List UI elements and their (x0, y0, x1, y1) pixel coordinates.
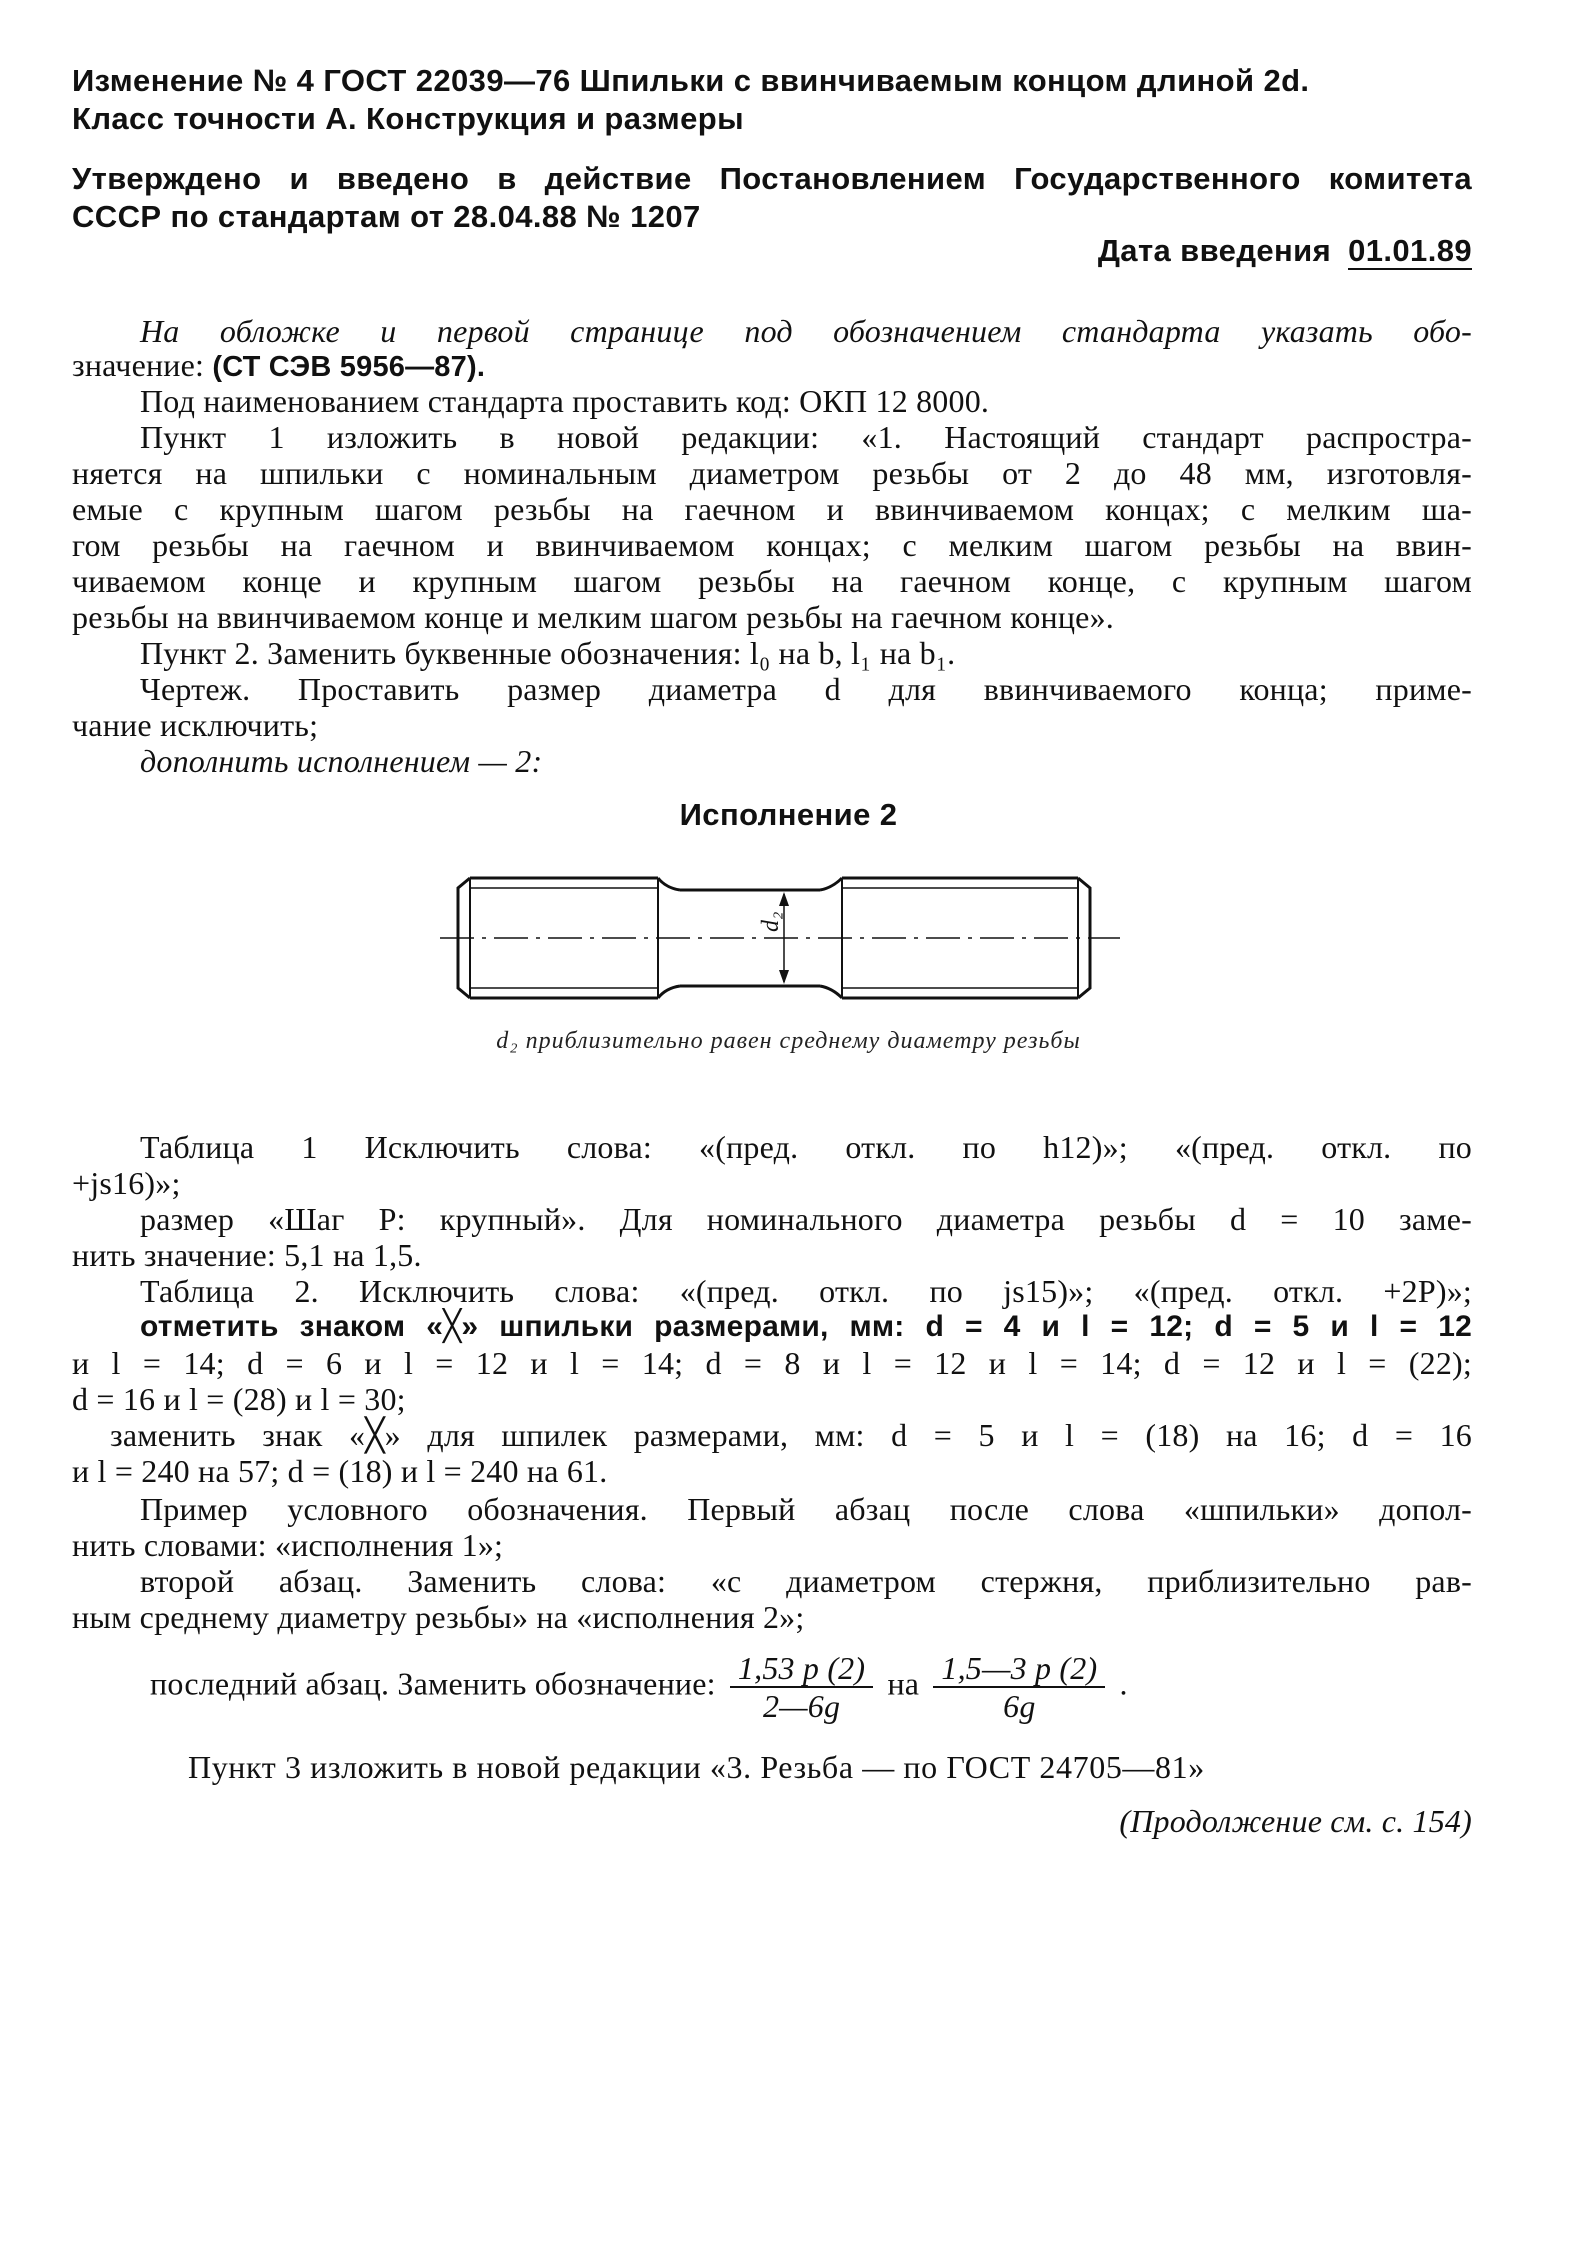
table2-line-1: Таблица 2. Исключить слова: «(пред. откл. по js15)»; «(пред. откл. +2P)»; (140, 1273, 1472, 1309)
continuation-note: (Продолжение см. с. 154) (1119, 1803, 1472, 1839)
para-2: Под наименованием стандарта проставить код: ОКП 12 8000. (140, 383, 990, 419)
fraction-old (730, 1650, 873, 1724)
left-transition-top (658, 878, 680, 890)
para-3-line-4: гом резьбы на гаечном и ввинчиваемом концах; с мелким шагом резьбы на ввин- (72, 527, 1472, 563)
effective-date-label: Дата введения (1097, 233, 1332, 268)
fraction-new-denominator: 6g (1003, 1688, 1036, 1724)
fraction-old-denominator: 2—6g (762, 1688, 841, 1724)
example-line-1: Пример условного обозначения. Первый абзац после слова «шпильки» допол- (140, 1491, 1472, 1527)
para-5-line-1: Чертеж. Проставить размер диаметра d для ввинчиваемого конца; приме- (140, 671, 1472, 707)
dim-arrow-bottom (779, 970, 789, 984)
example-line-3: второй абзац. Заменить слова: «с диаметром стержня, приблизительно рав- (140, 1563, 1472, 1599)
dim-label: d₂ (758, 911, 784, 932)
table1-line-3: размер «Шаг P: крупный». Для номинального диаметра резьбы d = 10 заме- (140, 1201, 1472, 1237)
para-5-line-2: чание исключить; (72, 707, 319, 743)
stud-drawing (440, 868, 1120, 1008)
para-4: Пункт 2. Заменить буквенные обозначения: l₀ на b, l₁ на b₁. (140, 635, 956, 671)
figure-title: Исполнение 2 (679, 797, 898, 832)
last-prefix: последний абзац. Заменить обозначение: (150, 1665, 716, 1702)
fraction-new (933, 1650, 1105, 1724)
effective-date-block (72, 232, 1472, 270)
para-3-line-6: резьбы на ввинчиваемом конце и мелким шагом резьбы на гаечном конце». (72, 599, 1114, 635)
fraction-old-numerator: 1,53 p (2) (730, 1650, 873, 1688)
effective-date: 01.01.89 (1348, 233, 1472, 268)
table2-line-6: и l = 240 на 57; d = (18) и l = 240 на 61. (72, 1453, 608, 1489)
table2-line-4: d = 16 и l = (28) и l = 30; (72, 1381, 406, 1417)
table1-line-4: нить значение: 5,1 на 1,5. (72, 1237, 422, 1273)
table2-line-5: заменить знак «╳» для шпилек размерами, мм: d = 5 и l = (18) на 16; d = 16 (110, 1417, 1472, 1453)
left-transition-bottom (658, 986, 680, 998)
right-transition-top (820, 878, 842, 890)
table1-line-2: +js16)»; (72, 1165, 181, 1201)
para-1-line-1: На обложке и первой странице под обозначением стандарта указать обо- (140, 313, 1472, 349)
st-sev-code: (СТ СЭВ 5956—87). (212, 351, 486, 383)
para-3-line-3: емые с крупным шагом резьбы на гаечном и ввинчиваемом концах; с мелким ша- (72, 491, 1472, 527)
title-line-2: Класс точности А. Конструкция и размеры (72, 101, 744, 136)
table2-line-3: и l = 14; d = 6 и l = 12 и l = 14; d = 8 и l = 12 и l = 14; d = 12 и l = (22); (72, 1345, 1472, 1381)
last-end: . (1119, 1665, 1128, 1702)
figure-caption: d₂ приблизительно равен среднему диаметру резьбы (496, 1028, 1081, 1054)
title-line-1: Изменение № 4 ГОСТ 22039—76 Шпильки с ввинчиваемым концом длиной 2d. (72, 63, 1310, 98)
table1-line-1: Таблица 1 Исключить слова: «(пред. откл. по h12)»; «(пред. откл. по (140, 1129, 1472, 1165)
point-3-line: Пункт 3 изложить в новой редакции «3. Резьба — по ГОСТ 24705—81» (188, 1749, 1205, 1785)
approved-line-2: СССР по стандартам от 28.04.88 № 1207 (72, 199, 701, 234)
para-6: дополнить исполнением — 2: (140, 743, 543, 779)
para-1-label: значение: (72, 347, 205, 383)
right-transition-bottom (820, 986, 842, 998)
dim-arrow-top (779, 892, 789, 906)
para-3-line-5: чиваемом конце и крупным шагом резьбы на гаечном конце, с крупным шагом (72, 563, 1472, 599)
example-line-2: нить словами: «исполнения 1»; (72, 1527, 504, 1563)
approved-line-1: Утверждено и введено в действие Постановлением Государственного комитета (72, 161, 1472, 196)
last-paragraph (150, 1650, 1472, 1724)
para-3-line-2: няется на шпильки с номинальным диаметром резьбы от 2 до 48 мм, изготовля- (72, 455, 1472, 491)
last-mid: на (887, 1665, 920, 1702)
para-1-line-2 (72, 346, 1472, 386)
example-line-4: ным среднему диаметру резьбы» на «исполнения 2»; (72, 1599, 805, 1635)
fraction-new-numerator: 1,5—3 p (2) (933, 1650, 1105, 1688)
table2-line-2: отметить знаком «╳» шпильки размерами, мм: d = 4 и l = 12; d = 5 и l = 12 (140, 1310, 1472, 1343)
para-3-line-1: Пункт 1 изложить в новой редакции: «1. Настоящий стандарт распростра- (140, 419, 1472, 455)
